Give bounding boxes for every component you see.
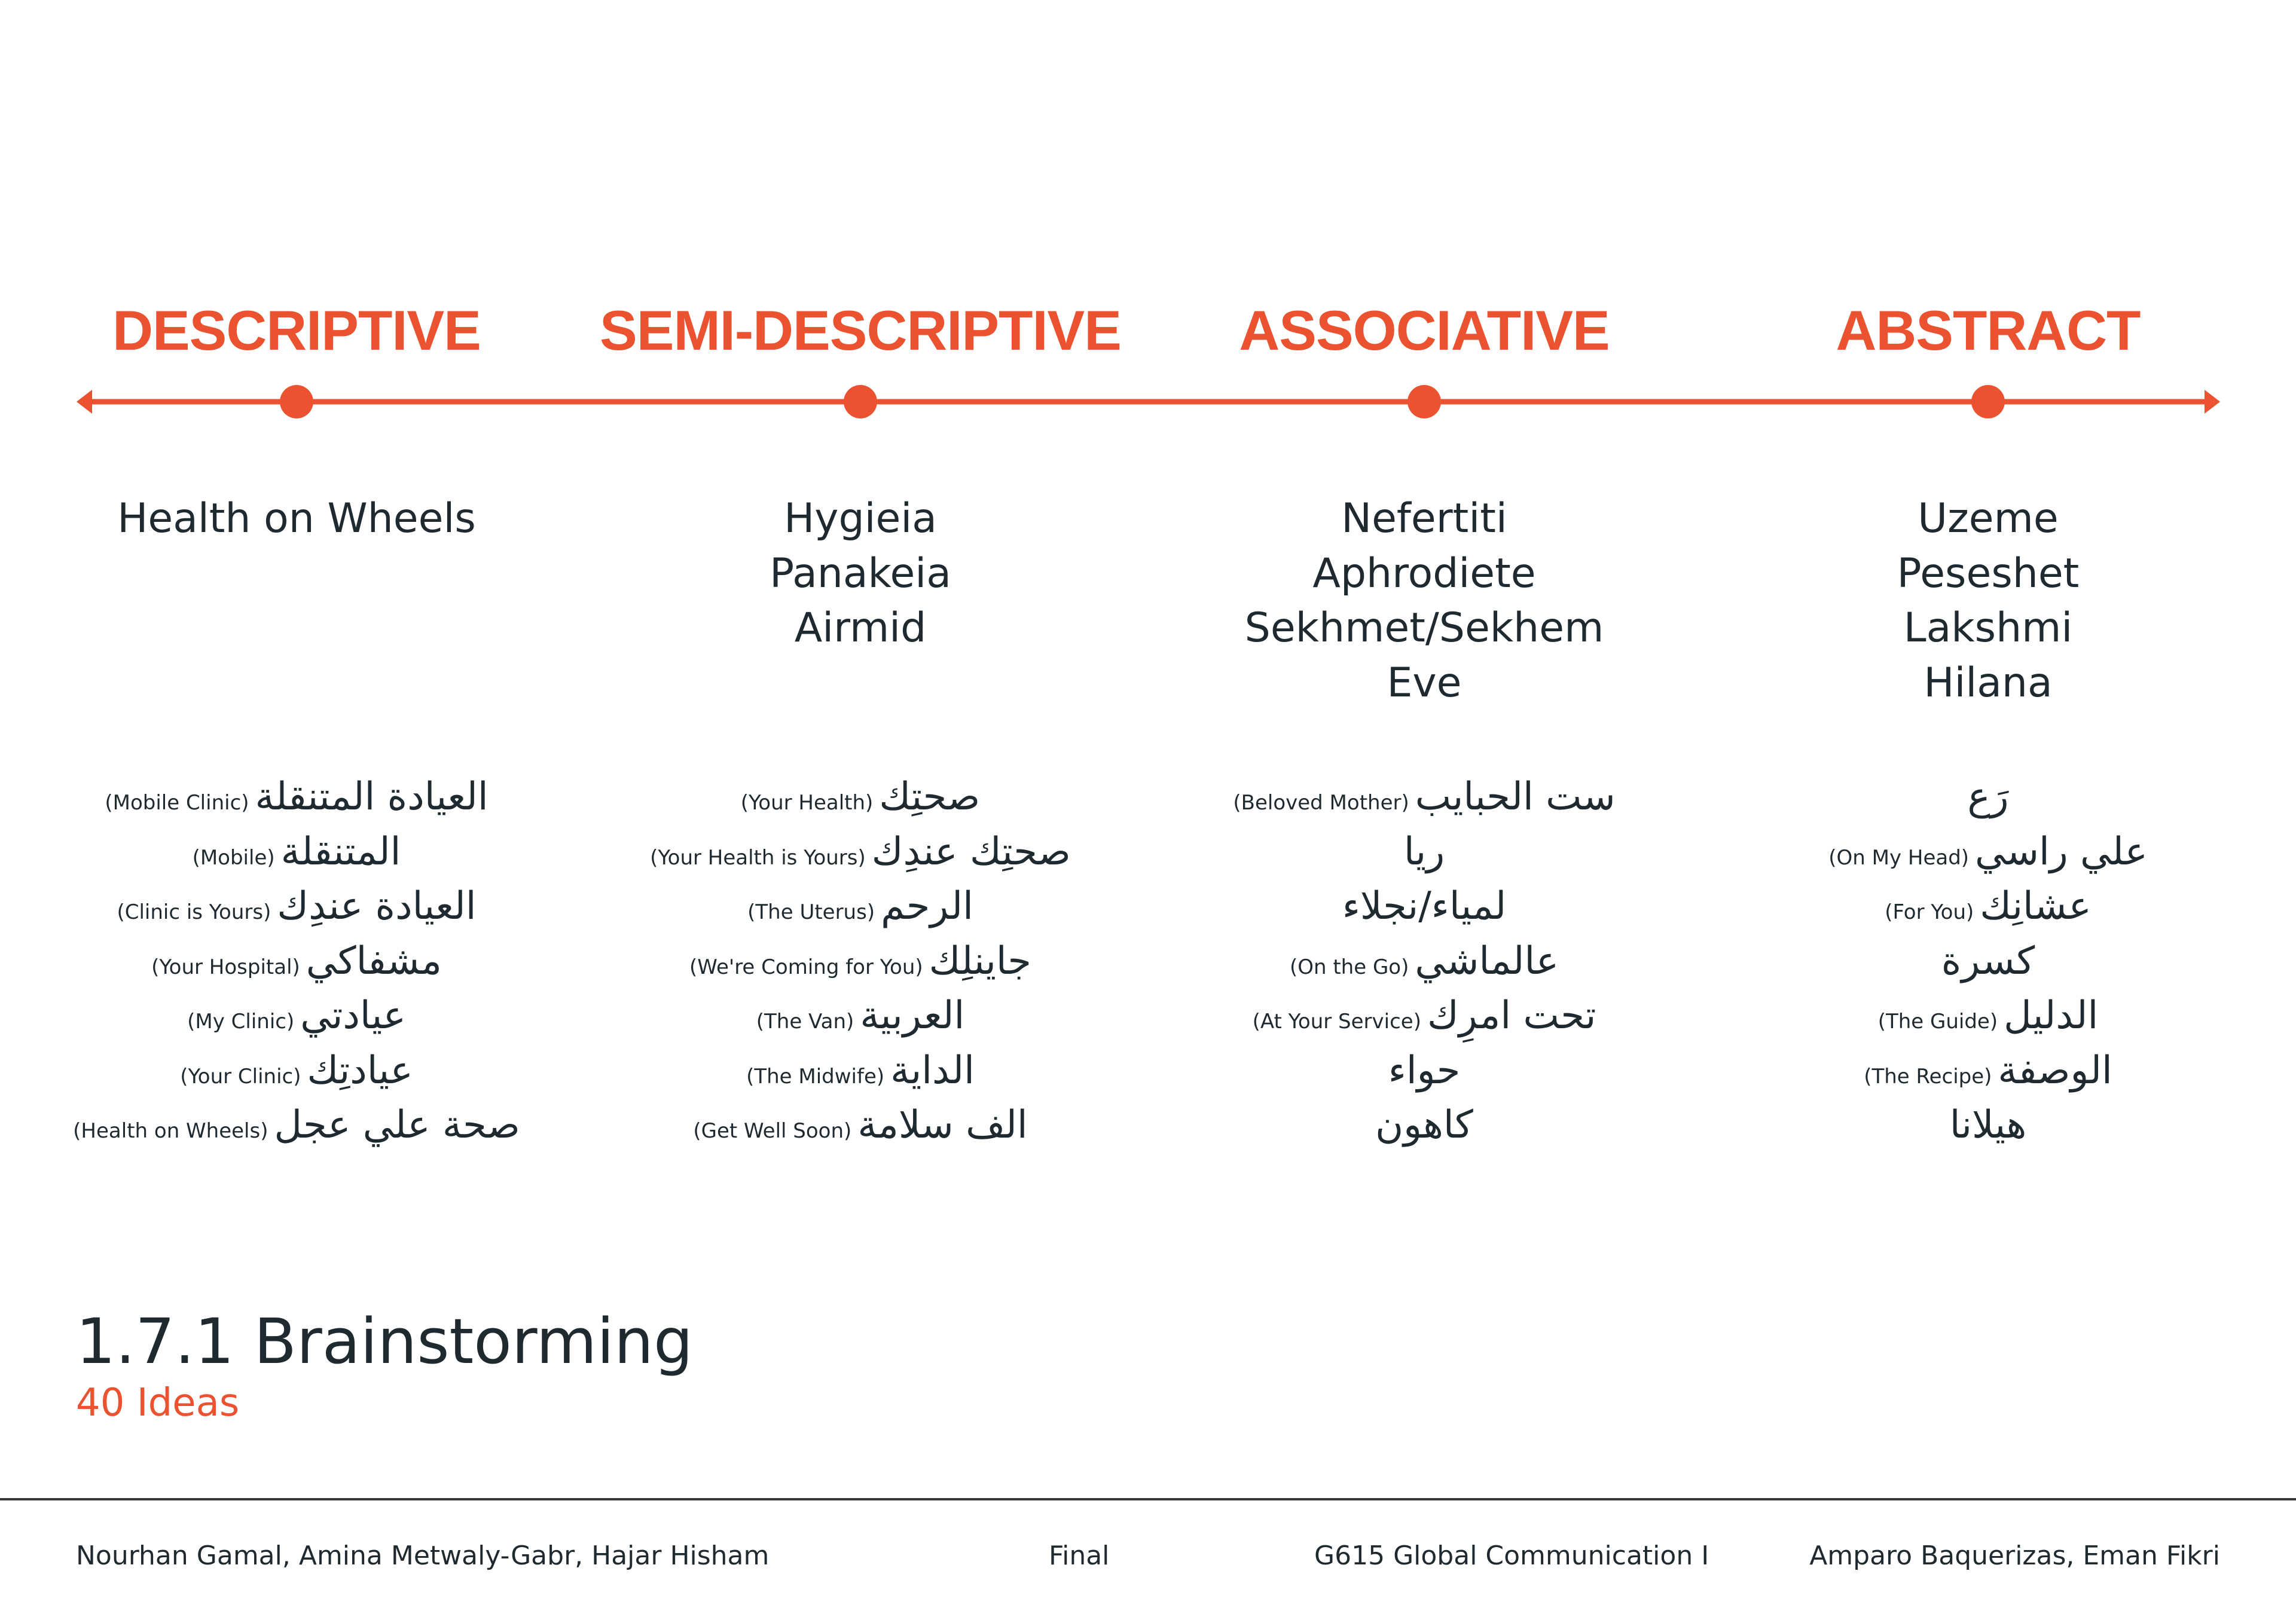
arabic-name-word: الدليل [2004, 994, 2099, 1038]
category-title-semi-descriptive: SEMI-DESCRIPTIVE [600, 299, 1121, 362]
arabic-name-word: العيادة عندِك [277, 884, 477, 928]
section-subtitle: 40 Ideas [76, 1381, 240, 1425]
arabic-name-translation: (Health on Wheels) [73, 1119, 268, 1143]
arabic-name-word: المتنقلة [280, 829, 401, 874]
arabic-names-associative [1155, 770, 1693, 1153]
left-arrowhead [77, 390, 92, 414]
arabic-name-word: الوصفة [1998, 1048, 2112, 1093]
arabic-name-row [1155, 1044, 1693, 1099]
right-arrowhead [2205, 390, 2220, 414]
arabic-name-translation: (Mobile) [192, 845, 275, 870]
footer-authors: Nourhan Gamal, Amina Metwaly-Gabr, Hajar Hisham [76, 1541, 770, 1571]
timeline-dot-abstract [1971, 385, 2005, 418]
english-name: Peseshet [1897, 549, 2080, 597]
arabic-name-row [1719, 825, 2257, 880]
arabic-name-row [591, 1044, 1129, 1099]
arabic-name-row [28, 934, 566, 989]
footer-course: G615 Global Communication I [1314, 1541, 1709, 1571]
arabic-name-translation: (Clinic is Yours) [117, 900, 271, 924]
english-name: Eve [1387, 659, 1462, 707]
arabic-name-translation: (On My Head) [1828, 845, 1970, 870]
arabic-name-word: عالماشي [1415, 939, 1559, 983]
arabic-name-word: الرحم [881, 884, 973, 928]
arabic-name-translation: (Your Clinic) [180, 1064, 301, 1089]
arabic-name-translation: (At Your Service) [1252, 1010, 1421, 1034]
arabic-name-word: رَع [1967, 775, 2009, 819]
arabic-name-word: العيادة المتنقلة [255, 775, 488, 819]
arabic-name-row [591, 825, 1129, 880]
arabic-name-row [28, 989, 566, 1044]
arabic-name-row [591, 934, 1129, 989]
english-name: Aphrodiete [1312, 549, 1536, 597]
arabic-name-row [28, 825, 566, 880]
arabic-name-row [1155, 825, 1693, 880]
english-name: Lakshmi [1903, 604, 2073, 652]
arabic-name-translation: (Beloved Mother) [1233, 791, 1409, 815]
arabic-names-descriptive [28, 770, 566, 1153]
english-name: Hygieia [784, 495, 937, 542]
english-name: Sekhmet/Sekhem [1244, 604, 1604, 652]
arabic-name-row [1719, 1044, 2257, 1099]
arabic-name-word: صحة علي عجل [274, 1103, 520, 1147]
arabic-name-translation: (Your Hospital) [151, 955, 300, 979]
arabic-name-row [28, 770, 566, 825]
english-name: Health on Wheels [117, 495, 476, 542]
arabic-name-row [1719, 989, 2257, 1044]
arabic-name-word: حواء [1388, 1048, 1461, 1093]
timeline-dot-semi-descriptive [844, 385, 877, 418]
arabic-name-word: صحتِك [879, 775, 981, 819]
english-name: Hilana [1923, 659, 2053, 707]
arabic-name-translation: (Your Health) [740, 791, 874, 815]
arabic-name-word: عيادتِك [307, 1048, 413, 1093]
arabic-name-row [1719, 770, 2257, 825]
category-title-abstract: ABSTRACT [1836, 299, 2141, 362]
english-names-abstract [1719, 491, 2257, 710]
arabic-name-word: الداية [890, 1048, 975, 1093]
arabic-name-row [1719, 879, 2257, 934]
category-title-descriptive: DESCRIPTIVE [112, 299, 481, 362]
english-names-associative [1155, 491, 1693, 710]
arabic-name-row [1155, 934, 1693, 989]
arabic-name-row [591, 879, 1129, 934]
english-names-descriptive [28, 491, 566, 546]
arabic-name-word: صحتِك عندِك [871, 829, 1071, 874]
arabic-name-word: كاهون [1375, 1103, 1473, 1147]
arabic-name-translation: (The Midwife) [746, 1064, 885, 1089]
arabic-name-word: مشفاكي [306, 939, 442, 983]
footer-instructors: Amparo Baquerizas, Eman Fikri [1809, 1541, 2220, 1571]
arabic-name-word: الف سلامة [857, 1103, 1028, 1147]
arabic-name-translation: (Mobile Clinic) [105, 791, 249, 815]
arabic-name-word: عشانِك [1980, 884, 2092, 928]
arabic-name-translation: (On the Go) [1289, 955, 1409, 979]
arabic-name-translation: (The Van) [756, 1010, 854, 1034]
arabic-name-translation: (The Guide) [1877, 1010, 1998, 1034]
arabic-name-word: ريا [1403, 829, 1445, 874]
arabic-name-translation: (We're Coming for You) [689, 955, 923, 979]
arabic-name-word: العربية [860, 994, 965, 1038]
arabic-name-translation: (The Recipe) [1864, 1064, 1992, 1089]
section-title: 1.7.1 Brainstorming [76, 1305, 693, 1378]
arabic-name-row [1155, 989, 1693, 1044]
english-names-semi-descriptive [591, 491, 1129, 656]
arabic-name-word: ست الحبايب [1415, 775, 1616, 819]
arabic-name-row [28, 879, 566, 934]
footer-divider [0, 1498, 2296, 1500]
arabic-names-abstract [1719, 770, 2257, 1153]
arabic-name-translation: (Your Health is Yours) [650, 845, 866, 870]
arabic-name-row [1155, 879, 1693, 934]
timeline [0, 0, 2296, 478]
arabic-name-row [1719, 1098, 2257, 1153]
arabic-name-word: لمياء/نجلاء [1342, 884, 1507, 928]
arabic-name-row [591, 989, 1129, 1044]
timeline-dot-descriptive [280, 385, 313, 418]
english-name: Airmid [794, 604, 927, 652]
arabic-name-word: علي راسي [1975, 829, 2148, 874]
arabic-name-row [28, 1044, 566, 1099]
arabic-name-word: تحت امرِك [1427, 994, 1596, 1038]
arabic-name-row [1155, 770, 1693, 825]
arabic-name-row [591, 770, 1129, 825]
arabic-name-word: كسرة [1941, 939, 2035, 983]
arabic-name-word: عيادتي [300, 994, 406, 1038]
english-name: Uzeme [1918, 495, 2059, 542]
arabic-name-translation: (The Uterus) [747, 900, 875, 924]
arabic-name-row [28, 1098, 566, 1153]
footer-stage: Final [1049, 1541, 1110, 1571]
arabic-name-word: هيلانا [1949, 1103, 2027, 1147]
arabic-name-translation: (For You) [1885, 900, 1974, 924]
arabic-name-translation: (My Clinic) [187, 1010, 295, 1034]
english-name: Panakeia [770, 549, 951, 597]
arabic-names-semi-descriptive [591, 770, 1129, 1153]
arabic-name-row [1155, 1098, 1693, 1153]
category-title-associative: ASSOCIATIVE [1239, 299, 1610, 362]
timeline-dot-associative [1407, 385, 1441, 418]
arabic-name-row [591, 1098, 1129, 1153]
arabic-name-row [1719, 934, 2257, 989]
arabic-name-translation: (Get Well Soon) [693, 1119, 852, 1143]
arabic-name-word: جاينلِك [929, 939, 1031, 983]
english-name: Nefertiti [1341, 495, 1507, 542]
